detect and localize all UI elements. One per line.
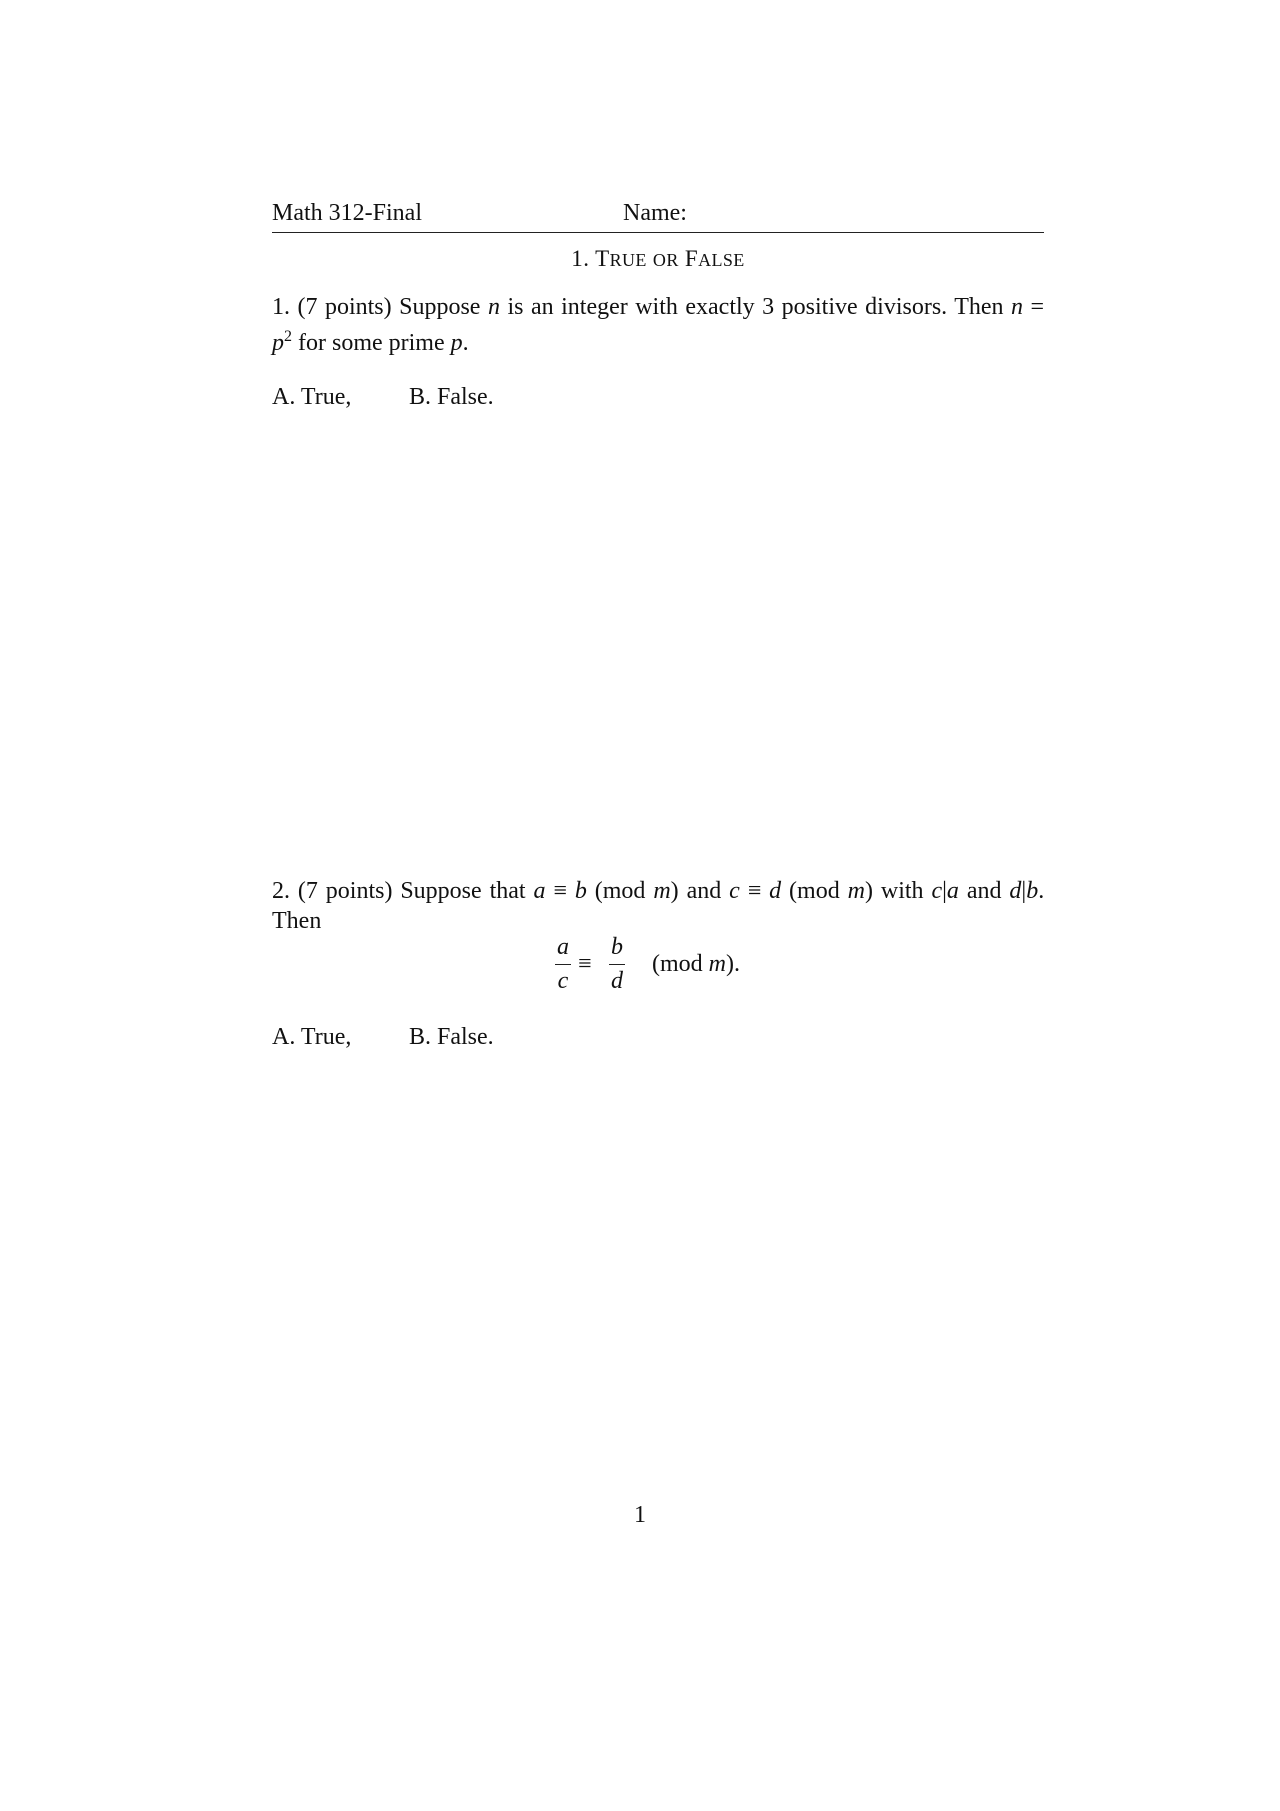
math-mod: (mod — [652, 951, 703, 977]
question-2-prefix: 2. (7 points) Suppose that — [272, 878, 526, 904]
math-var: m — [708, 951, 727, 977]
fraction-bar — [555, 964, 571, 965]
fraction-denominator: c — [557, 968, 569, 994]
question-2 — [272, 876, 1044, 936]
math-var: b — [574, 878, 587, 904]
math-equiv: ≡ — [747, 878, 762, 904]
choice-false[interactable]: B. False. — [409, 384, 494, 410]
math-var: p — [272, 330, 284, 356]
section-title-letter: T — [595, 246, 610, 271]
math-equiv: ≡ — [553, 878, 567, 904]
choice-false[interactable]: B. False. — [409, 1024, 494, 1050]
section-title-part: RUE — [609, 250, 647, 270]
question-text: is an integer with exactly — [507, 294, 755, 320]
fraction-numerator: b — [611, 934, 623, 960]
math-var: c — [729, 878, 740, 904]
math-divides: | — [1021, 878, 1027, 904]
question-1-prefix: 1. (7 points) Suppose — [272, 294, 481, 320]
math-var: m — [847, 878, 865, 904]
math-number: 3 — [762, 294, 775, 320]
section-title-letter: F — [684, 246, 699, 271]
choice-true[interactable]: A. True, — [272, 384, 352, 410]
question-1-choices — [272, 384, 494, 411]
display-mod — [652, 951, 740, 978]
question-text: and — [966, 878, 1002, 904]
fraction-numerator: a — [557, 934, 569, 960]
math-var: n — [1011, 294, 1024, 320]
math-mod: (mod — [789, 878, 840, 904]
question-text: with — [880, 878, 924, 904]
section-number: 1. — [571, 246, 590, 271]
name-label: Name: — [623, 200, 687, 226]
math-var: n — [487, 294, 500, 320]
section-heading — [272, 246, 1044, 272]
math-var: a — [946, 878, 959, 904]
section-title-part: OR — [652, 250, 679, 270]
fraction-bar — [609, 964, 625, 965]
question-text: and — [686, 878, 722, 904]
math-paren: ) — [670, 878, 679, 904]
fraction-denominator: d — [611, 968, 623, 994]
math-var: d — [769, 878, 782, 904]
exam-header — [272, 200, 1044, 233]
question-1 — [272, 292, 1044, 358]
page-number: 1 — [634, 1502, 646, 1528]
math-divides: | — [942, 878, 947, 904]
math-var: m — [653, 878, 671, 904]
math-var: a — [533, 878, 546, 904]
question-2-choices — [272, 1024, 494, 1051]
math-var: p — [450, 330, 463, 356]
course-title: Math 312-Final — [272, 200, 422, 226]
question-text: . Then — [272, 878, 1045, 934]
math-var: b — [1026, 878, 1039, 904]
section-title-part: ALSE — [698, 250, 745, 270]
math-exponent: 2 — [284, 328, 292, 345]
math-equals: = — [1030, 294, 1045, 320]
math-mod: (mod — [594, 878, 646, 904]
choice-true[interactable]: A. True, — [272, 1024, 352, 1050]
question-text: positive divisors. Then — [781, 294, 1004, 320]
math-paren: ). — [726, 951, 741, 977]
math-paren: ) — [864, 878, 873, 904]
math-equiv: ≡ — [578, 951, 592, 977]
math-var: c — [931, 878, 943, 904]
question-text: for some prime — [298, 330, 445, 356]
math-var: d — [1009, 878, 1022, 904]
question-end: . — [462, 330, 469, 356]
